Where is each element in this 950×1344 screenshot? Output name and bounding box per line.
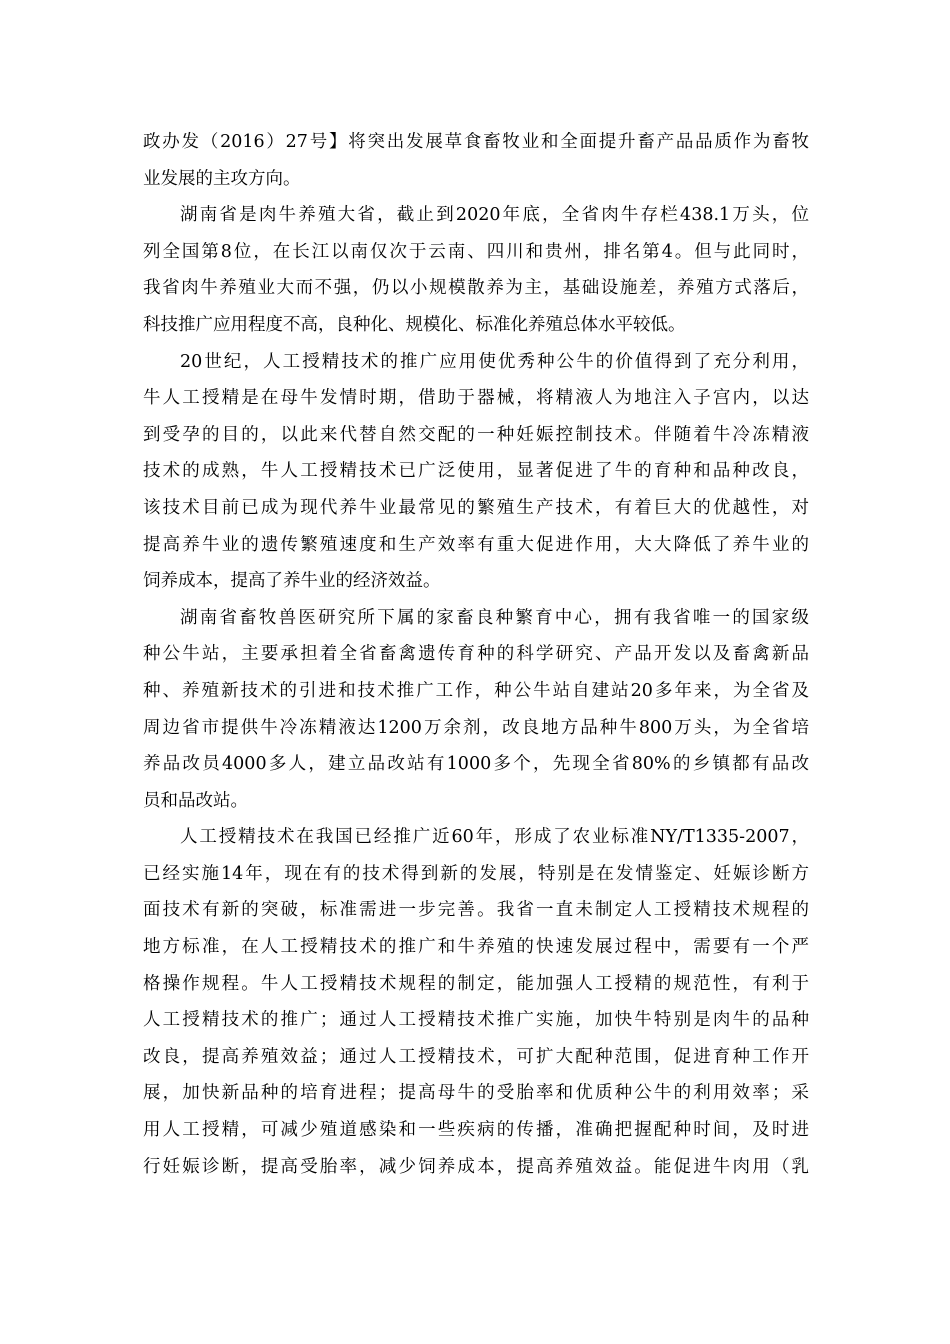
paragraph-4: [143, 600, 809, 820]
text-line: 到受孕的目的，以此来代替自然交配的一种妊娠控制技术。伴随着牛冷冻精液: [143, 424, 809, 445]
text-line: 列全国第8位，在长江以南仅次于云南、四川和贵州，排名第4。但与此同时，: [143, 241, 809, 262]
text-line: 人工授精技术在我国已经推广近60年，形成了农业标准NY/T1335-2007，: [180, 827, 809, 848]
text-line: 提高养牛业的遗传繁殖速度和生产效率有重大促进作用，大大降低了养牛业的: [143, 534, 809, 555]
text-line: 业发展的主攻方向。: [143, 168, 301, 189]
text-line: 技术的成熟，牛人工授精技术已广泛使用，显著促进了牛的育种和品种改良，: [143, 461, 809, 482]
text-line: 科技推广应用程度不高，良种化、规模化、标准化养殖总体水平较低。: [143, 314, 686, 335]
text-line: 20世纪，人工授精技术的推广应用使优秀种公牛的价值得到了充分利用，: [180, 351, 809, 372]
text-line: 行妊娠诊断，提高受胎率，减少饲养成本，提高养殖效益。能促进牛肉用（乳: [143, 1156, 809, 1177]
text-line: 员和品改站。: [143, 790, 248, 811]
paragraph-1: [143, 124, 809, 197]
text-line: 养品改员4000多人，建立品改站有1000多个，先现全省80%的乡镇都有品改: [143, 754, 809, 775]
document-body: [143, 124, 809, 1185]
text-line: 改良，提高养殖效益；通过人工授精技术，可扩大配种范围，促进育种工作开: [143, 1046, 809, 1067]
paragraph-3: [143, 344, 809, 600]
text-line: 我省肉牛养殖业大而不强，仍以小规模散养为主，基础设施差，养殖方式落后，: [143, 278, 809, 299]
text-line: 湖南省畜牧兽医研究所下属的家畜良种繁育中心，拥有我省唯一的国家级: [180, 607, 809, 628]
text-line: 湖南省是肉牛养殖大省，截止到2020年底，全省肉牛存栏438.1万头，位: [180, 205, 809, 226]
text-line: 人工授精技术的推广；通过人工授精技术推广实施，加快牛特别是肉牛的品种: [143, 1010, 809, 1031]
text-line: 政办发（2016）27号】将突出发展草食畜牧业和全面提升畜产品品质作为畜牧: [143, 132, 809, 152]
paragraph-5: [143, 819, 809, 1185]
text-line: 地方标准，在人工授精技术的推广和牛养殖的快速发展过程中，需要有一个严: [143, 937, 809, 958]
text-line: 种公牛站，主要承担着全省畜禽遗传育种的科学研究、产品开发以及畜禽新品: [143, 644, 809, 665]
text-line: 饲养成本，提高了养牛业的经济效益。: [143, 571, 441, 592]
text-line: 已经实施14年，现在有的技术得到新的发展，特别是在发情鉴定、妊娠诊断方: [143, 863, 809, 884]
text-line: 种、养殖新技术的引进和技术推广工作，种公牛站自建站20多年来，为全省及: [143, 680, 809, 701]
paragraph-2: [143, 197, 809, 343]
text-line: 格操作规程。牛人工授精技术规程的制定，能加强人工授精的规范性，有利于: [143, 973, 809, 994]
text-line: 用人工授精，可减少殖道感染和一些疾病的传播，准确把握配种时间，及时进: [143, 1120, 809, 1141]
text-line: 展，加快新品种的培育进程；提高母牛的受胎率和优质种公牛的利用效率；采: [143, 1083, 809, 1104]
text-line: 牛人工授精是在母牛发情时期，借助于器械，将精液人为地注入子宫内，以达: [143, 388, 809, 409]
text-line: 面技术有新的突破，标准需进一步完善。我省一直未制定人工授精技术规程的: [143, 900, 809, 921]
text-line: 周边省市提供牛冷冻精液达1200万余剂，改良地方品种牛800万头，为全省培: [143, 717, 809, 738]
text-line: 该技术目前已成为现代养牛业最常见的繁殖生产技术，有着巨大的优越性，对: [143, 497, 809, 518]
